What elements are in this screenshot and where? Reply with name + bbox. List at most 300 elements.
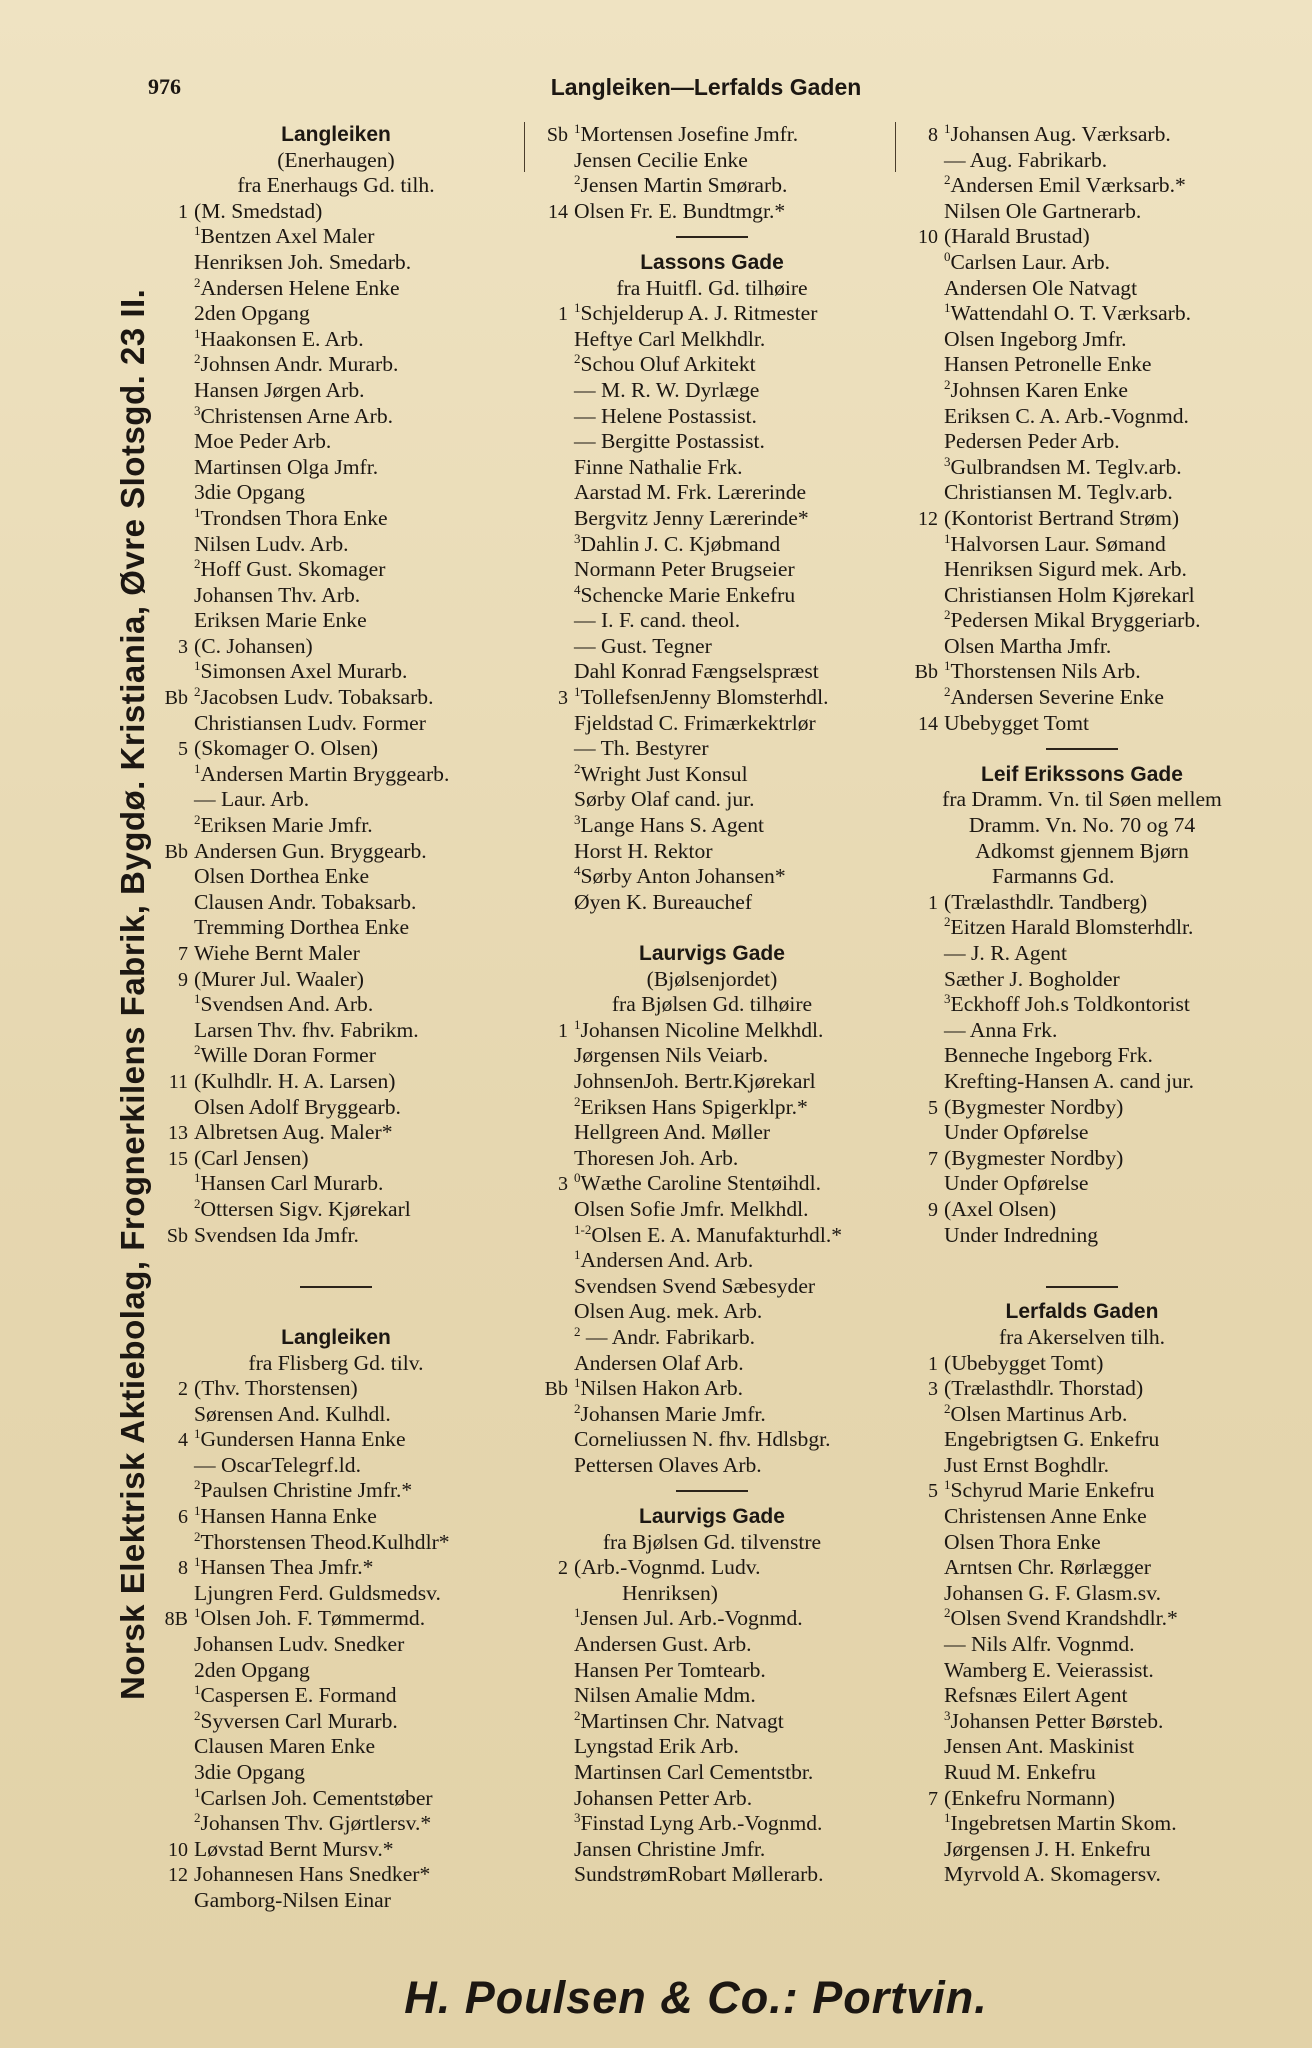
resident-text: Christiansen Holm Kjørekarl bbox=[944, 582, 1195, 607]
directory-entry bbox=[152, 1786, 520, 1812]
resident-text: (Arb.-Vognmd. Ludv. bbox=[574, 1555, 761, 1580]
directory-entry bbox=[902, 1453, 1262, 1479]
floor-marker: 1 bbox=[194, 659, 201, 674]
directory-subline: — OscarTelegrf.ld. bbox=[194, 1452, 361, 1477]
directory-entry bbox=[152, 327, 520, 353]
resident-text: Albretsen Aug. Maler* bbox=[194, 1120, 393, 1145]
spacer bbox=[152, 1248, 520, 1274]
resident-text: Lange Hans S. Agent bbox=[580, 813, 765, 838]
resident-text: Schjelderup A. J. Ritmester bbox=[580, 301, 818, 326]
resident-text: (Bygmester Nordby) bbox=[944, 1145, 1124, 1170]
directory-entry bbox=[902, 404, 1262, 430]
resident-text: Eckhoff Joh.s Toldkontorist bbox=[950, 992, 1190, 1017]
directory-entry bbox=[532, 1299, 892, 1325]
directory-entry bbox=[532, 1351, 892, 1377]
directory-entry bbox=[152, 1888, 520, 1914]
directory-entry bbox=[152, 1018, 520, 1044]
floor-marker: 1 bbox=[574, 1017, 581, 1032]
directory-subline: 3die Opgang bbox=[194, 1760, 305, 1784]
house-number: 11 bbox=[168, 1070, 188, 1093]
directory-entry bbox=[532, 148, 892, 174]
resident-text: Wright Just Konsul bbox=[580, 761, 748, 786]
resident-text: Johansen Thv. Arb. bbox=[194, 582, 361, 607]
resident-text: Ljungren Ferd. Guldsmedsv. bbox=[194, 1580, 441, 1605]
directory-entry bbox=[532, 711, 892, 737]
section-divider bbox=[532, 224, 892, 250]
resident-text: (Trælasthdlr. Tandberg) bbox=[944, 889, 1148, 914]
resident-text: Olsen Adolf Bryggearb. bbox=[194, 1094, 401, 1119]
floor-marker: 1 bbox=[944, 301, 951, 315]
resident-text: JohnsenJoh. Bertr.Kjørekarl bbox=[574, 1068, 816, 1093]
floor-marker: 2 bbox=[574, 1708, 581, 1723]
resident-text: Hansen Jørgen Arb. bbox=[194, 377, 365, 402]
directory-entry bbox=[152, 1146, 520, 1172]
floor-marker: 2 bbox=[194, 1043, 201, 1058]
directory-subline: — Gust. Tegner bbox=[574, 633, 712, 658]
resident-text: Syversen Carl Murarb. bbox=[200, 1708, 398, 1733]
directory-entry bbox=[532, 583, 892, 609]
floor-marker: 3 bbox=[574, 531, 581, 546]
resident-text: Svendsen Svend Sæbesyder bbox=[574, 1273, 816, 1298]
directory-entry bbox=[532, 1223, 892, 1249]
directory-subline: — Nils Alfr. Vognmd. bbox=[944, 1632, 1135, 1657]
resident-text: Pedersen Peder Arb. bbox=[944, 429, 1120, 454]
resident-text: Paulsen Christine Jmfr.* bbox=[200, 1478, 413, 1503]
directory-entry bbox=[902, 250, 1262, 276]
directory-entry bbox=[532, 1453, 892, 1479]
resident-text: Svendsen And. Arb. bbox=[200, 992, 374, 1017]
directory-entry bbox=[152, 1632, 520, 1658]
resident-text: Wille Doran Former bbox=[200, 1043, 376, 1068]
house-number: 7 bbox=[928, 1147, 938, 1170]
house-number: 8 bbox=[928, 124, 938, 146]
resident-text: (Harald Brustad) bbox=[944, 224, 1090, 249]
directory-entry bbox=[152, 1069, 520, 1095]
directory-entry bbox=[152, 941, 520, 967]
directory-entry bbox=[902, 1683, 1262, 1709]
column-3 bbox=[902, 122, 1262, 1982]
floor-marker: 3 bbox=[944, 1708, 951, 1723]
resident-text: Nilsen Ludv. Arb. bbox=[194, 531, 349, 556]
directory-entry bbox=[152, 506, 520, 532]
street-subheading: fra Huitfl. Gd. tilhøire bbox=[616, 275, 808, 300]
resident-text: Ubebygget Tomt bbox=[944, 710, 1090, 735]
resident-text: Gamborg-Nilsen Einar bbox=[194, 1887, 391, 1912]
directory-entry bbox=[152, 992, 520, 1018]
floor-marker: 1 bbox=[194, 326, 201, 341]
resident-text: Nilsen Hakon Arb. bbox=[580, 1376, 744, 1401]
directory-entry bbox=[902, 1095, 1262, 1121]
street-subheading: (Bjølsenjordet) bbox=[646, 966, 778, 991]
floor-marker: 1 bbox=[574, 122, 581, 136]
directory-entry bbox=[532, 813, 892, 839]
resident-text: (Kulhdlr. H. A. Larsen) bbox=[194, 1068, 396, 1093]
house-number: Bb bbox=[164, 687, 188, 710]
floor-marker: 1 bbox=[574, 1606, 581, 1621]
directory-entry bbox=[532, 1095, 892, 1121]
house-number: 5 bbox=[178, 738, 188, 761]
resident-text: Hansen Thea Jmfr.* bbox=[200, 1555, 374, 1580]
resident-text: — Andr. Fabrikarb. bbox=[580, 1324, 756, 1349]
resident-text: Jensen Ant. Maskinist bbox=[944, 1734, 1135, 1759]
resident-text: Svendsen Ida Jmfr. bbox=[194, 1222, 359, 1247]
column-2 bbox=[532, 122, 892, 1982]
resident-text: Carlsen Laur. Arb. bbox=[950, 249, 1111, 274]
resident-text: Clausen Maren Enke bbox=[194, 1734, 376, 1759]
resident-text: Hansen Petronelle Enke bbox=[944, 352, 1152, 377]
directory-entry bbox=[532, 1837, 892, 1863]
directory-entry bbox=[902, 1351, 1262, 1377]
directory-entry bbox=[152, 1683, 520, 1709]
directory-entry bbox=[532, 1376, 892, 1402]
directory-entry bbox=[532, 1606, 892, 1632]
floor-marker: 1 bbox=[194, 505, 201, 520]
resident-text: Andersen Gun. Bryggearb. bbox=[194, 838, 427, 863]
floor-marker: 1-2 bbox=[574, 1222, 592, 1237]
resident-text: (Trælasthdlr. Thorstad) bbox=[944, 1376, 1144, 1401]
directory-entry bbox=[532, 1171, 892, 1197]
resident-text: Gundersen Hanna Enke bbox=[200, 1427, 406, 1452]
directory-entry bbox=[902, 992, 1262, 1018]
resident-text: Andersen Martin Bryggearb. bbox=[200, 761, 450, 786]
resident-text: Sæther J. Bogholder bbox=[944, 966, 1120, 991]
resident-text: Jacobsen Ludv. Tobaksarb. bbox=[200, 685, 434, 710]
house-number: 1 bbox=[928, 1352, 938, 1375]
directory-entry bbox=[902, 1581, 1262, 1607]
floor-marker: 1 bbox=[194, 761, 201, 776]
directory-entry bbox=[152, 276, 520, 302]
directory-entry bbox=[902, 1427, 1262, 1453]
floor-marker: 1 bbox=[574, 1376, 581, 1390]
directory-entry bbox=[152, 762, 520, 788]
directory-entry bbox=[152, 711, 520, 737]
directory-entry bbox=[152, 583, 520, 609]
resident-text: Benneche Ingeborg Frk. bbox=[944, 1043, 1153, 1068]
house-number: Sb bbox=[166, 1224, 188, 1247]
floor-marker: 1 bbox=[194, 1504, 201, 1518]
resident-text: Johansen Petter Arb. bbox=[574, 1785, 753, 1810]
resident-text: (Bygmester Nordby) bbox=[944, 1094, 1124, 1119]
directory-entry bbox=[532, 1709, 892, 1735]
resident-text: Olsen Dorthea Enke bbox=[194, 864, 370, 889]
resident-text: Martinsen Chr. Natvagt bbox=[580, 1708, 784, 1733]
house-number: 5 bbox=[928, 1480, 938, 1503]
floor-marker: 3 bbox=[194, 403, 201, 418]
directory-entry bbox=[902, 1760, 1262, 1786]
floor-marker: 1 bbox=[194, 224, 201, 239]
floor-marker: 1 bbox=[194, 1785, 201, 1800]
directory-entry bbox=[152, 915, 520, 941]
resident-text: Caspersen E. Formand bbox=[200, 1683, 397, 1708]
directory-entry bbox=[532, 1760, 892, 1786]
resident-text: Finne Nathalie Frk. bbox=[574, 454, 743, 479]
spacer bbox=[532, 915, 892, 941]
directory-entry bbox=[532, 122, 892, 148]
directory-entry bbox=[532, 532, 892, 558]
floor-marker: 2 bbox=[194, 275, 201, 290]
directory-entry bbox=[902, 1606, 1262, 1632]
resident-text: Ingebretsen Martin Skom. bbox=[950, 1811, 1177, 1836]
resident-text: Henriksen Joh. Smedarb. bbox=[194, 249, 412, 274]
resident-text: Jensen Martin Smørarb. bbox=[580, 173, 788, 198]
spacer bbox=[152, 1299, 520, 1325]
resident-text: Sørby Anton Johansen* bbox=[580, 864, 786, 889]
street-subheading: fra Flisberg Gd. tilv. bbox=[248, 1350, 424, 1375]
resident-text: Krefting-Hansen A. cand jur. bbox=[944, 1068, 1195, 1093]
directory-entry bbox=[152, 1734, 520, 1760]
street-subheading: (Enerhaugen) bbox=[277, 147, 395, 172]
resident-text: Schou Oluf Arkitekt bbox=[580, 352, 756, 377]
house-number: 2 bbox=[558, 1557, 568, 1580]
directory-entry bbox=[902, 583, 1262, 609]
resident-text: Martinsen Olga Jmfr. bbox=[194, 454, 379, 479]
spacer bbox=[902, 1248, 1262, 1274]
directory-entry bbox=[902, 659, 1262, 685]
resident-text: Olsen Martha Jmfr. bbox=[944, 633, 1112, 658]
house-number: 14 bbox=[548, 200, 568, 223]
house-number: 1 bbox=[558, 303, 568, 326]
directory-entry bbox=[532, 1120, 892, 1146]
resident-text: Arntsen Chr. Rørlægger bbox=[944, 1555, 1151, 1580]
directory-entry bbox=[152, 455, 520, 481]
resident-text: Andersen Olaf Arb. bbox=[574, 1350, 744, 1375]
directory-entry bbox=[902, 199, 1262, 225]
resident-text: (Enkefru Normann) bbox=[944, 1785, 1115, 1810]
resident-text: Andersen Gust. Arb. bbox=[574, 1632, 752, 1657]
directory-subline: — Anna Frk. bbox=[944, 1017, 1058, 1042]
directory-entry bbox=[902, 1862, 1262, 1888]
resident-text: Pedersen Mikal Bryggeriarb. bbox=[950, 608, 1201, 633]
resident-text: Andersen Helene Enke bbox=[200, 275, 400, 300]
floor-marker: 2 bbox=[944, 685, 951, 699]
house-number: 3 bbox=[178, 635, 188, 658]
directory-entry bbox=[902, 122, 1262, 148]
resident-text: Hansen Carl Murarb. bbox=[200, 1171, 384, 1196]
resident-text: Jensen Jul. Arb.-Vognmd. bbox=[580, 1606, 803, 1631]
directory-subline: Under Indredning bbox=[944, 1222, 1099, 1247]
directory-entry bbox=[152, 1530, 520, 1556]
directory-entry bbox=[152, 532, 520, 558]
house-number: 3 bbox=[558, 687, 568, 710]
directory-entry bbox=[532, 1146, 892, 1172]
resident-text: Henriksen Sigurd mek. Arb. bbox=[944, 557, 1187, 582]
resident-text: Jørgensen J. H. Enkefru bbox=[944, 1836, 1151, 1861]
resident-text: Normann Peter Brugseier bbox=[574, 557, 795, 582]
floor-marker: 1 bbox=[194, 1683, 201, 1698]
floor-marker: 2 bbox=[194, 1529, 201, 1544]
resident-text: Eriksen Marie Jmfr. bbox=[200, 813, 373, 838]
house-number: 6 bbox=[178, 1506, 188, 1529]
floor-marker: 1 bbox=[574, 685, 581, 699]
street-subheading: Adkomst gjennem Bjørn bbox=[975, 838, 1189, 863]
resident-text: Eriksen Hans Spigerklpr.* bbox=[580, 1094, 808, 1119]
house-number: Bb bbox=[544, 1378, 568, 1401]
directory-entry bbox=[532, 352, 892, 378]
house-number: 13 bbox=[168, 1122, 188, 1145]
floor-marker: 1 bbox=[574, 301, 581, 315]
directory-subline: — Laur. Arb. bbox=[194, 787, 310, 812]
directory-entry bbox=[902, 429, 1262, 455]
floor-marker: 1 bbox=[194, 1606, 201, 1621]
directory-entry bbox=[152, 1478, 520, 1504]
directory-subline: Under Opførelse bbox=[944, 1171, 1089, 1196]
house-number: 12 bbox=[918, 507, 938, 530]
directory-entry bbox=[902, 685, 1262, 711]
resident-text: (Kontorist Bertrand Strøm) bbox=[944, 505, 1180, 530]
directory-entry bbox=[532, 1325, 892, 1351]
directory-entry bbox=[902, 557, 1262, 583]
section-divider bbox=[902, 736, 1262, 762]
resident-text: Just Ernst Boghdlr. bbox=[944, 1452, 1109, 1477]
resident-text: Olsen Svend Krandshdlr.* bbox=[950, 1606, 1178, 1631]
directory-entry bbox=[902, 1837, 1262, 1863]
house-number: 7 bbox=[178, 943, 188, 965]
resident-text: (Thv. Thorstensen) bbox=[194, 1376, 358, 1401]
directory-entry bbox=[902, 378, 1262, 404]
directory-entry bbox=[152, 224, 520, 250]
directory-entry bbox=[152, 250, 520, 276]
house-number: 14 bbox=[918, 712, 938, 735]
directory-entry bbox=[532, 1862, 892, 1888]
street-heading: Langleiken bbox=[281, 123, 391, 146]
resident-text: Pettersen Olaves Arb. bbox=[574, 1452, 762, 1477]
resident-text: Horst H. Rektor bbox=[574, 838, 713, 863]
directory-entry bbox=[532, 455, 892, 481]
running-head: Langleiken—Lerfalds Gaden bbox=[550, 74, 862, 100]
resident-text: Hellgreen And. Møller bbox=[574, 1120, 771, 1145]
section-divider bbox=[902, 1274, 1262, 1300]
floor-marker: 2 bbox=[194, 1811, 201, 1825]
resident-text: Andersen Emil Værksarb.* bbox=[950, 173, 1186, 198]
resident-text: Olsen Joh. F. Tømmermd. bbox=[200, 1606, 426, 1631]
floor-marker: 2 bbox=[194, 685, 201, 699]
directory-entry bbox=[532, 1043, 892, 1069]
resident-text: Haakonsen E. Arb. bbox=[200, 326, 364, 351]
page-number: 976 bbox=[148, 74, 181, 99]
resident-text: Johansen Petter Børsteb. bbox=[950, 1708, 1164, 1733]
street-subheading: fra Bjølsen Gd. tilvenstre bbox=[602, 1529, 822, 1554]
directory-subline: — J. R. Agent bbox=[944, 941, 1067, 965]
directory-entry bbox=[152, 1581, 520, 1607]
floor-marker: 2 bbox=[574, 1094, 581, 1109]
floor-marker: 1 bbox=[574, 1248, 581, 1262]
resident-text: Thoresen Joh. Arb. bbox=[574, 1145, 739, 1170]
directory-entry bbox=[532, 787, 892, 813]
house-number: 3 bbox=[928, 1378, 938, 1401]
directory-entry bbox=[532, 1427, 892, 1453]
floor-marker: 3 bbox=[944, 454, 951, 469]
resident-text: Moe Peder Arb. bbox=[194, 429, 332, 454]
directory-entry bbox=[532, 1734, 892, 1760]
directory-entry bbox=[532, 1069, 892, 1095]
directory-entry bbox=[532, 1658, 892, 1684]
directory-entry bbox=[152, 1223, 520, 1249]
resident-text: (Skomager O. Olsen) bbox=[194, 736, 379, 761]
house-number: Sb bbox=[546, 124, 568, 146]
directory-entry bbox=[152, 864, 520, 890]
directory-entry bbox=[152, 736, 520, 762]
resident-text: Hansen Per Tomtearb. bbox=[574, 1657, 766, 1682]
directory-entry bbox=[532, 327, 892, 353]
resident-text: SundstrømRobart Møllerarb. bbox=[574, 1862, 824, 1887]
directory-entry bbox=[532, 199, 892, 225]
resident-text: Refsnæs Eilert Agent bbox=[944, 1683, 1128, 1708]
resident-text: Johansen Nicoline Melkhdl. bbox=[580, 1017, 824, 1042]
resident-text: Myrvold A. Skomagersv. bbox=[944, 1862, 1161, 1887]
directory-subline: — M. R. W. Dyrlæge bbox=[574, 377, 760, 402]
section-divider bbox=[532, 1478, 892, 1504]
floor-marker: 0 bbox=[574, 1171, 581, 1186]
directory-entry bbox=[902, 1402, 1262, 1428]
resident-text: Andersen Ole Natvagt bbox=[944, 275, 1138, 300]
resident-text: Øyen K. Bureauchef bbox=[574, 889, 753, 914]
floor-marker: 2 bbox=[944, 1606, 951, 1621]
house-number: 1 bbox=[178, 200, 188, 223]
directory-entry bbox=[902, 173, 1262, 199]
house-number: 15 bbox=[168, 1147, 188, 1170]
street-subheading: fra Enerhaugs Gd. tilh. bbox=[237, 173, 435, 198]
house-number: 8B bbox=[164, 1608, 188, 1631]
resident-text: Johnsen Andr. Murarb. bbox=[200, 352, 399, 377]
resident-text: Johansen Aug. Værksarb. bbox=[950, 122, 1171, 146]
resident-text: Bergvitz Jenny Lærerinde* bbox=[574, 505, 809, 530]
directory-entry bbox=[532, 659, 892, 685]
directory-entry bbox=[152, 1709, 520, 1735]
resident-text: Mortensen Josefine Jmfr. bbox=[580, 122, 799, 146]
floor-marker: 1 bbox=[944, 1811, 951, 1825]
resident-text: Nilsen Ole Gartnerarb. bbox=[944, 198, 1142, 223]
resident-text: Olsen Thora Enke bbox=[944, 1529, 1101, 1554]
directory-entry bbox=[532, 864, 892, 890]
floor-marker: 2 bbox=[194, 557, 201, 571]
resident-text: TollefsenJenny Blomsterhdl. bbox=[580, 685, 829, 710]
column-rule bbox=[524, 122, 525, 172]
resident-text: Johnsen Karen Enke bbox=[950, 377, 1128, 402]
resident-text: (Axel Olsen) bbox=[944, 1196, 1057, 1221]
directory-entry bbox=[152, 1095, 520, 1121]
floor-marker: 1 bbox=[944, 1478, 951, 1493]
directory-entry bbox=[902, 1786, 1262, 1812]
directory-entry bbox=[532, 506, 892, 532]
street-subheading: fra Dramm. Vn. til Søen mellem bbox=[942, 787, 1222, 812]
column-1 bbox=[152, 122, 520, 1982]
directory-entry bbox=[532, 557, 892, 583]
directory-entry bbox=[532, 1683, 892, 1709]
resident-text: Wiehe Bernt Maler bbox=[194, 941, 360, 965]
resident-text: Engebrigtsen G. Enkefru bbox=[944, 1427, 1160, 1452]
directory-entry bbox=[902, 967, 1262, 993]
resident-text: Ottersen Sigv. Kjørekarl bbox=[200, 1196, 411, 1221]
resident-text: Bentzen Axel Maler bbox=[200, 224, 375, 249]
floor-marker: 2 bbox=[944, 915, 951, 930]
resident-text: Jørgensen Nils Veiarb. bbox=[574, 1043, 769, 1068]
resident-text: Olsen Fr. E. Bundtmgr.* bbox=[574, 198, 786, 223]
floor-marker: 3 bbox=[944, 992, 951, 1006]
floor-marker: 2 bbox=[194, 352, 201, 367]
floor-marker: 2 bbox=[194, 1478, 201, 1493]
resident-text: Johansen Marie Jmfr. bbox=[580, 1401, 766, 1426]
resident-text: Jensen Cecilie Enke bbox=[574, 147, 748, 172]
resident-text: Andersen And. Arb. bbox=[580, 1248, 754, 1273]
directory-entry bbox=[152, 429, 520, 455]
directory-entry bbox=[532, 1632, 892, 1658]
floor-marker: 3 bbox=[574, 813, 581, 827]
floor-marker: 0 bbox=[944, 249, 951, 264]
floor-marker: 2 bbox=[944, 608, 951, 623]
directory-entry bbox=[152, 608, 520, 634]
directory-entry bbox=[902, 1504, 1262, 1530]
resident-text: Løvstad Bernt Mursv.* bbox=[194, 1836, 394, 1861]
